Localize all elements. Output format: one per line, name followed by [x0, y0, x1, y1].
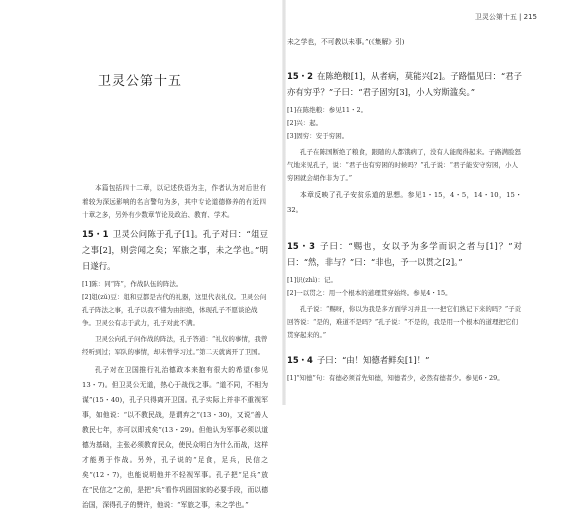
verse-block-15-1 [82, 226, 268, 513]
chapter-title: 卫灵公第十五 [97, 74, 182, 89]
body-paragraph: 孔子对在卫国推行礼治德政本来抱有很大的希望(参见13・7)。但卫灵公无道，热心于战伐之事。“道不同，不相为谋”(15・40)，孔子只得离开卫国。孔子实际上并非不重视军事，如他说：“以不教民战，是谓弃之”(13・30)，又说“善人教民七年，亦可以即戎矣”(13・29)。但他认为军事必须以道德为基础，主张必须教育民众，使民众明白为什么而战，这样才能勇于作战。另外，孔子说的“足食，足兵，民信之矣”(12・7)，也能说明他并不轻视军事。孔子把“足兵”放在“民信之”之前，是把“兵”看作巩固国家的必要手段，而以德治国，深得孔子的赞许，他说：“军旅之事，未之学也。” [82, 366, 268, 509]
commentary: 孔子在陈国断绝了粮食，跟随的人都饿病了，没有人能爬得起来。子路满脸怒气地来见孔子，说：“君子也有穷困的时候吗？”孔子说：“君子能安守穷困，小人穷困就会胡作非为了。” [287, 148, 521, 182]
note: [3]固穷：安于穷困。 [287, 132, 349, 140]
verse-block-15-4 [287, 352, 522, 385]
verse-text: 卫灵公问陈于孔子[1]。孔子对曰：“俎豆之事[2]，则尝闻之矣；军旅之事，未之学也。”明日遂行。 [82, 229, 268, 271]
verse-text: 子曰：“由！知德者鲜矣[1]！” [316, 355, 430, 365]
verse-15-4 [287, 352, 522, 368]
chapter-intro [82, 182, 266, 223]
verse-15-3 [287, 238, 522, 270]
verse-15-2 [287, 68, 522, 100]
verse-number: 15・3 [287, 241, 315, 251]
verse-number: 15・2 [287, 71, 313, 81]
verse-text: 在陈绝粮[1]，从者病，莫能兴[2]。子路愠见曰：“君子亦有穷乎？”子曰：“君子固穷[3]，小人穷斯滥矣。” [287, 71, 522, 97]
verse-text: 子曰：“赐也，女以予为多学而识之者与[1]？”对曰：“然，非与？”曰：“非也，予一以贯之[2]。” [287, 241, 522, 267]
book-gutter [282, 0, 286, 405]
body-paragraph: 本章反映了孔子安贫乐道的思想。参见1・15，4・5，14・10，15・32。 [287, 191, 522, 214]
continued-text: 未之学也，不可教以未事。”(《集解》引) [287, 38, 405, 46]
note: [1]在陈绝粮：参见11・2。 [287, 106, 368, 114]
verse-number: 15・4 [287, 355, 313, 365]
note: [2]一以贯之：用一个根本的道理贯穿始终。参见4・15。 [287, 289, 452, 297]
verse-block-15-3 [287, 238, 522, 342]
running-head: 卫灵公第十五 | 215 [474, 13, 537, 21]
note: [2]兴：起。 [287, 119, 323, 127]
note: [1]“知德”句：有德必须首先知德，知德者少，必然有德者少。参见6・29。 [287, 374, 504, 382]
note: [1]陈：同“阵”，作战队伍的阵法。 [82, 280, 183, 288]
commentary: 卫灵公向孔子问作战的阵法，孔子答道：“礼仪的事情，我曾经听到过；军队的事情，却未曾学习过。”第二天就离开了卫国。 [82, 335, 268, 356]
note: [1]识(zhì)：记。 [287, 276, 337, 284]
verse-15-1 [82, 226, 268, 274]
note: [2]俎(zǔ)豆：俎和豆都是古代的礼器，这里代表礼仪。卫灵公问孔子阵法之事，孔子以我不懂为由拒绝，体现孔子不愿谈论战争。卫灵公有志于武力，孔子对此不满。 [82, 293, 267, 327]
intro-text: 本篇包括四十二章，以记述佚语为主，作者认为对后世有着较为深远影响的名言警句为多，其中专论道德修养的有近四十章之多，另外有少数章节论及政治、教育、学术。 [82, 184, 266, 219]
right-page [287, 0, 567, 405]
verse-block-15-2 [287, 68, 522, 218]
commentary: 孔子说：“赐呀，你以为我是多方面学习并且一一把它们熟记下来的吗？”子贡回答说：“是的，难道不是吗？”孔子说：“不是的，我是用一个根本的道理把它们贯穿起来的。” [287, 305, 522, 339]
verse-number: 15・1 [82, 229, 109, 239]
left-page [0, 0, 280, 509]
